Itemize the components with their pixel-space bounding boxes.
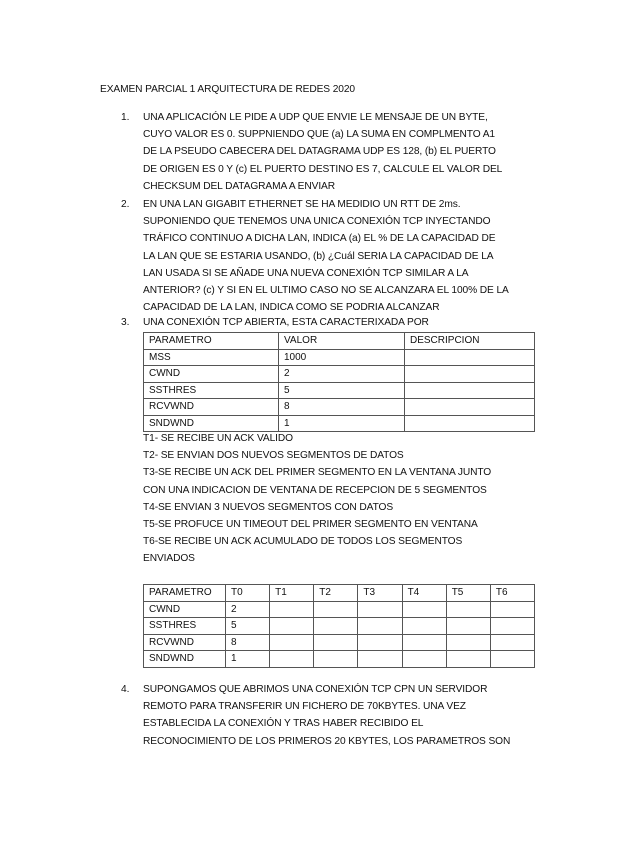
table-cell: CWND — [144, 366, 279, 383]
question-number: 4. — [121, 684, 130, 695]
table-cell: 5 — [226, 618, 270, 635]
question-text-line: UNA CONEXIÓN TCP ABIERTA, ESTA CARACTERIXADA POR — [143, 317, 429, 328]
table-cell — [402, 634, 446, 651]
question-text-line: SUPONGAMOS QUE ABRIMOS UNA CONEXIÓN TCP CPN UN SERVIDOR — [143, 684, 488, 695]
header-cell: T4 — [402, 585, 446, 602]
question-text-line: UNA APLICACIÓN LE PIDE A UDP QUE ENVIE LE MENSAJE DE UN BYTE, — [143, 112, 488, 123]
table-cell — [270, 618, 314, 635]
table-cell — [270, 634, 314, 651]
table-cell — [490, 618, 534, 635]
question-text-line: EN UNA LAN GIGABIT ETHERNET SE HA MEDIDIO UN RTT DE 2ms. — [143, 199, 461, 210]
question-text-line: ESTABLECIDA LA CONEXIÓN Y TRAS HABER RECIBIDO EL — [143, 718, 424, 730]
table-row — [144, 382, 535, 399]
table-cell: CWND — [144, 601, 226, 618]
question-text-line: REMOTO PARA TRANSFERIR UN FICHERO DE 70KBYTES. UNA VEZ — [143, 701, 466, 713]
table-cell — [358, 634, 402, 651]
table-row — [144, 415, 535, 432]
table-cell: 5 — [279, 382, 405, 399]
table-cell — [402, 601, 446, 618]
table-cell — [405, 399, 535, 416]
header-cell: T5 — [446, 585, 490, 602]
table-cell — [446, 618, 490, 635]
table-cell — [490, 634, 534, 651]
event-line: T6-SE RECIBE UN ACK ACUMULADO DE TODOS LOS SEGMENTOS — [143, 536, 463, 548]
table-cell: RCVWND — [144, 399, 279, 416]
question-text-line: ANTERIOR? (c) Y SI EN EL ULTIMO CASO NO SE ALCANZARA EL 100% DE LA — [143, 285, 509, 296]
header-cell: DESCRIPCION — [405, 333, 535, 350]
event-line: T2- SE ENVIAN DOS NUEVOS SEGMENTOS DE DATOS — [143, 450, 404, 462]
table-cell — [490, 651, 534, 668]
table-cell: 8 — [279, 399, 405, 416]
table-cell — [358, 601, 402, 618]
question-number: 1. — [121, 112, 130, 123]
table-cell: 1 — [226, 651, 270, 668]
question-number: 3. — [121, 317, 130, 328]
table-cell: SNDWND — [144, 415, 279, 432]
question-text-line: RECONOCIMIENTO DE LOS PRIMEROS 20 KBYTES, LOS PARAMETROS SON — [143, 735, 511, 747]
table-cell — [314, 634, 358, 651]
table-cell: 2 — [279, 366, 405, 383]
question-text-line: DE LA PSEUDO CABECERA DEL DATAGRAMA UDP ES 128, (b) EL PUERTO — [143, 146, 496, 158]
table-row — [144, 366, 535, 383]
header-cell: T2 — [314, 585, 358, 602]
table-cell — [314, 618, 358, 635]
event-line: CON UNA INDICACION DE VENTANA DE RECEPCION DE 5 SEGMENTOS — [143, 484, 487, 496]
table-cell — [405, 415, 535, 432]
table-cell: 1000 — [279, 349, 405, 366]
page-title: EXAMEN PARCIAL 1 ARQUITECTURA DE REDES 2020 — [100, 84, 355, 95]
table-cell: 8 — [226, 634, 270, 651]
header-cell: PARAMETRO — [144, 585, 226, 602]
question-text-line: TRÁFICO CONTINUO A DICHA LAN, INDICA (a) EL % DE LA CAPACIDAD DE — [143, 233, 496, 245]
header-cell: T0 — [226, 585, 270, 602]
table-cell: SSTHRES — [144, 618, 226, 635]
table-cell: SNDWND — [144, 651, 226, 668]
table-cell — [270, 601, 314, 618]
table-cell: 1 — [279, 415, 405, 432]
table-cell — [446, 651, 490, 668]
table-row — [144, 601, 535, 618]
table-cell — [314, 651, 358, 668]
table-cell — [402, 651, 446, 668]
table-header-row — [144, 585, 535, 602]
event-line: T3-SE RECIBE UN ACK DEL PRIMER SEGMENTO EN LA VENTANA JUNTO — [143, 467, 492, 479]
parameter-table — [143, 332, 535, 432]
header-cell: PARAMETRO — [144, 333, 279, 350]
table-cell: RCVWND — [144, 634, 226, 651]
header-cell: T3 — [358, 585, 402, 602]
question-text-line: CUYO VALOR ES 0. SUPPNIENDO QUE (a) LA SUMA EN COMPLMENTO A1 — [143, 129, 495, 141]
table-cell — [490, 601, 534, 618]
table-row — [144, 618, 535, 635]
table-cell: SSTHRES — [144, 382, 279, 399]
table-row — [144, 651, 535, 668]
header-cell: T1 — [270, 585, 314, 602]
question-text-line: CAPACIDAD DE LA LAN, INDICA COMO SE PODRIA ALCANZAR — [143, 302, 440, 314]
timeline-table — [143, 584, 535, 668]
header-cell: VALOR — [279, 333, 405, 350]
table-cell — [358, 651, 402, 668]
question-text-line: CHECKSUM DEL DATAGRAMA A ENVIAR — [143, 180, 336, 192]
header-cell: T6 — [490, 585, 534, 602]
table-cell — [446, 601, 490, 618]
table-cell — [358, 618, 402, 635]
table-cell — [402, 618, 446, 635]
event-line: ENVIADOS — [143, 553, 195, 565]
table-cell: MSS — [144, 349, 279, 366]
table-row — [144, 349, 535, 366]
question-text-line: LAN USADA SI SE AÑADE UNA NUEVA CONEXIÓN TCP SIMILAR A LA — [143, 267, 469, 279]
table-cell: 2 — [226, 601, 270, 618]
table-row — [144, 399, 535, 416]
question-text-line: LA LAN QUE SE ESTARIA USANDO, (b) ¿Cuál SERIA LA CAPACIDAD DE LA — [143, 250, 494, 262]
table-cell — [405, 349, 535, 366]
question-text-line: SUPONIENDO QUE TENEMOS UNA UNICA CONEXIÓN TCP INYECTANDO — [143, 216, 491, 228]
table-cell — [405, 366, 535, 383]
question-text-line: DE ORIGEN ES 0 Y (c) EL PUERTO DESTINO ES 7, CALCULE EL VALOR DEL — [143, 163, 503, 175]
table-cell — [270, 651, 314, 668]
event-line: T5-SE PROFUCE UN TIMEOUT DEL PRIMER SEGMENTO EN VENTANA — [143, 519, 478, 530]
table-cell — [405, 382, 535, 399]
table-cell — [446, 634, 490, 651]
event-line: T4-SE ENVIAN 3 NUEVOS SEGMENTOS CON DATOS — [143, 501, 394, 513]
table-header-row — [144, 333, 535, 350]
table-row — [144, 634, 535, 651]
question-number: 2. — [121, 199, 130, 210]
event-line: T1- SE RECIBE UN ACK VALIDO — [143, 433, 293, 444]
table-cell — [314, 601, 358, 618]
